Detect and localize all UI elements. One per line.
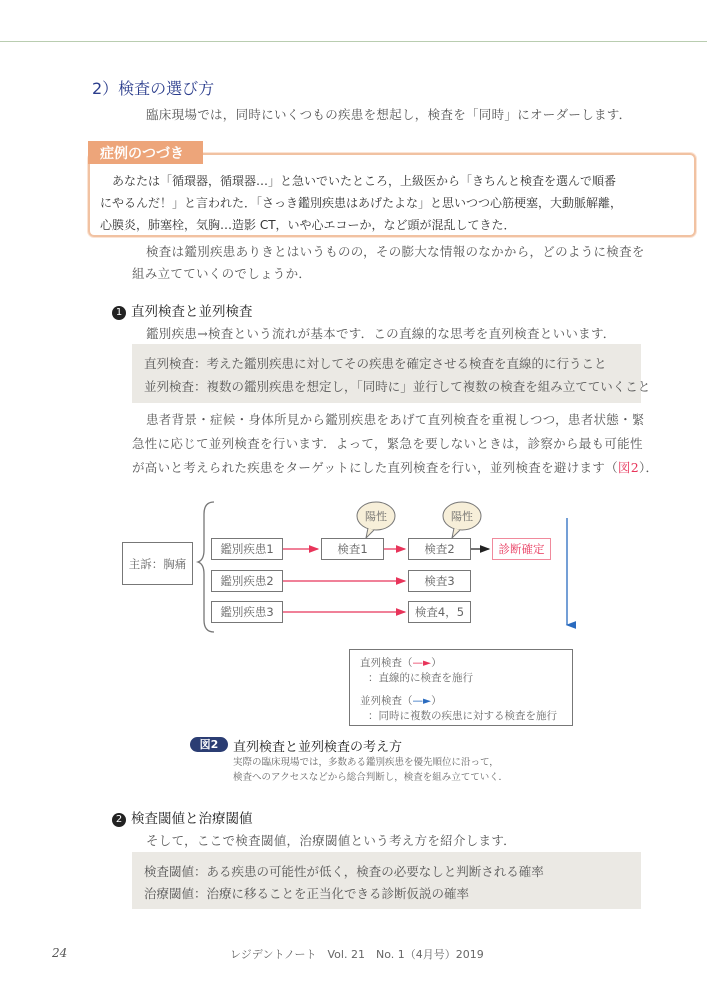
figure-ref-link[interactable]: 図2 (617, 460, 639, 475)
para-line: 組み立てていくのでしょうか． (132, 266, 312, 281)
test-box: 検査3 (408, 570, 471, 592)
diff-box: 鑑別疾患2 (211, 570, 283, 592)
figure-badge: 図2 (190, 737, 228, 752)
section-heading: 2）検査の選び方 (92, 79, 215, 98)
number-badge: 1 (112, 306, 126, 320)
diagnosis-box: 診断確定 (492, 538, 551, 560)
test-box: 検査1 (321, 538, 384, 560)
legend-box: 直列検査（—►） ：直線的に検査を施行 並列検査（—►） ：同時に複数の疾患に対する検査を施行 (349, 649, 573, 726)
page-number: 24 (52, 946, 68, 960)
para-line: 検査は鑑別疾患ありきとはいうものの，その膨大な情報のなかから，どのように検査を (146, 244, 645, 259)
test-box: 検査4，5 (408, 601, 471, 623)
para-line: 患者背景・症候・身体所見から鑑別疾患をあげて直列検査を重視しつつ，患者状態・緊 (146, 412, 645, 427)
definition-line: 並列検査：複数の鑑別疾患を想定し，「同時に」並行して複数の検査を組み立てていくこと (144, 379, 651, 394)
figure-caption: 検査へのアクセスなどから総合判断し，検査を組み立てていく． (233, 772, 509, 783)
top-rule (0, 41, 707, 42)
serial-legend-arrow-icon: —► (412, 657, 432, 669)
diff-box: 鑑別疾患3 (211, 601, 283, 623)
definition-line: 直列検査：考えた鑑別疾患に対してその疾患を確定させる検査を直線的に行うこと (144, 356, 607, 371)
positive-label: 陽性 (451, 510, 473, 523)
subsection-heading-2: 2 検査閾値と治療閾値 (112, 807, 253, 827)
para-line: が高いと考えられた疾患をターゲットにした直列検査を行い，並列検査を避けます（図2）． (132, 460, 659, 475)
journal-footer: レジデントノート Vol. 21 No. 1（4月号）2019 (230, 948, 484, 961)
case-line: にやるんだ！」と言われた．「さっき鑑別疾患はあげたよな」と思いつつ心筋梗塞，大動脈解離， (100, 196, 623, 210)
case-line: 心膜炎，肺塞栓，気胸…造影 CT，いや心エコーか，など頭が混乱してきた． (100, 218, 516, 232)
para-line: 急性に応じて並列検査を行います．よって，緊急を要しないときは，診察から最も可能性 (132, 436, 643, 451)
sub1-intro: 鑑別疾患→検査という流れが基本です．この直線的な思考を直列検査といいます． (146, 326, 616, 341)
positive-label: 陽性 (365, 510, 387, 523)
test-box: 検査2 (408, 538, 471, 560)
threshold-line: 治療閾値：治療に移ることを正当化できる診断仮説の確率 (144, 886, 470, 901)
number-badge: 2 (112, 813, 126, 827)
case-tag: 症例のつづき (88, 141, 203, 164)
parallel-legend-arrow-icon: —► (412, 695, 432, 707)
figure-title: 直列検査と並列検査の考え方 (233, 740, 403, 755)
intro-text: 臨床現場では，同時にいくつもの疾患を想起し，検査を「同時」にオーダーします． (146, 107, 632, 122)
case-line: あなたは「循環器，循環器…」と急いでいたところ，上級医から「きちんと検査を選んで順番 (112, 174, 617, 188)
subsection-heading-1: 1 直列検査と並列検査 (112, 300, 253, 320)
diff-box: 鑑別疾患1 (211, 538, 283, 560)
figure-caption: 実際の臨床現場では，多数ある鑑別疾患を優先順位に沿って， (233, 757, 499, 768)
sub2-intro: そして，ここで検査閾値，治療閾値という考え方を紹介します． (146, 833, 516, 848)
complaint-box: 主訴：胸痛 (122, 542, 193, 585)
threshold-line: 検査閾値：ある疾患の可能性が低く，検査の必要なしと判断される確率 (144, 864, 544, 879)
